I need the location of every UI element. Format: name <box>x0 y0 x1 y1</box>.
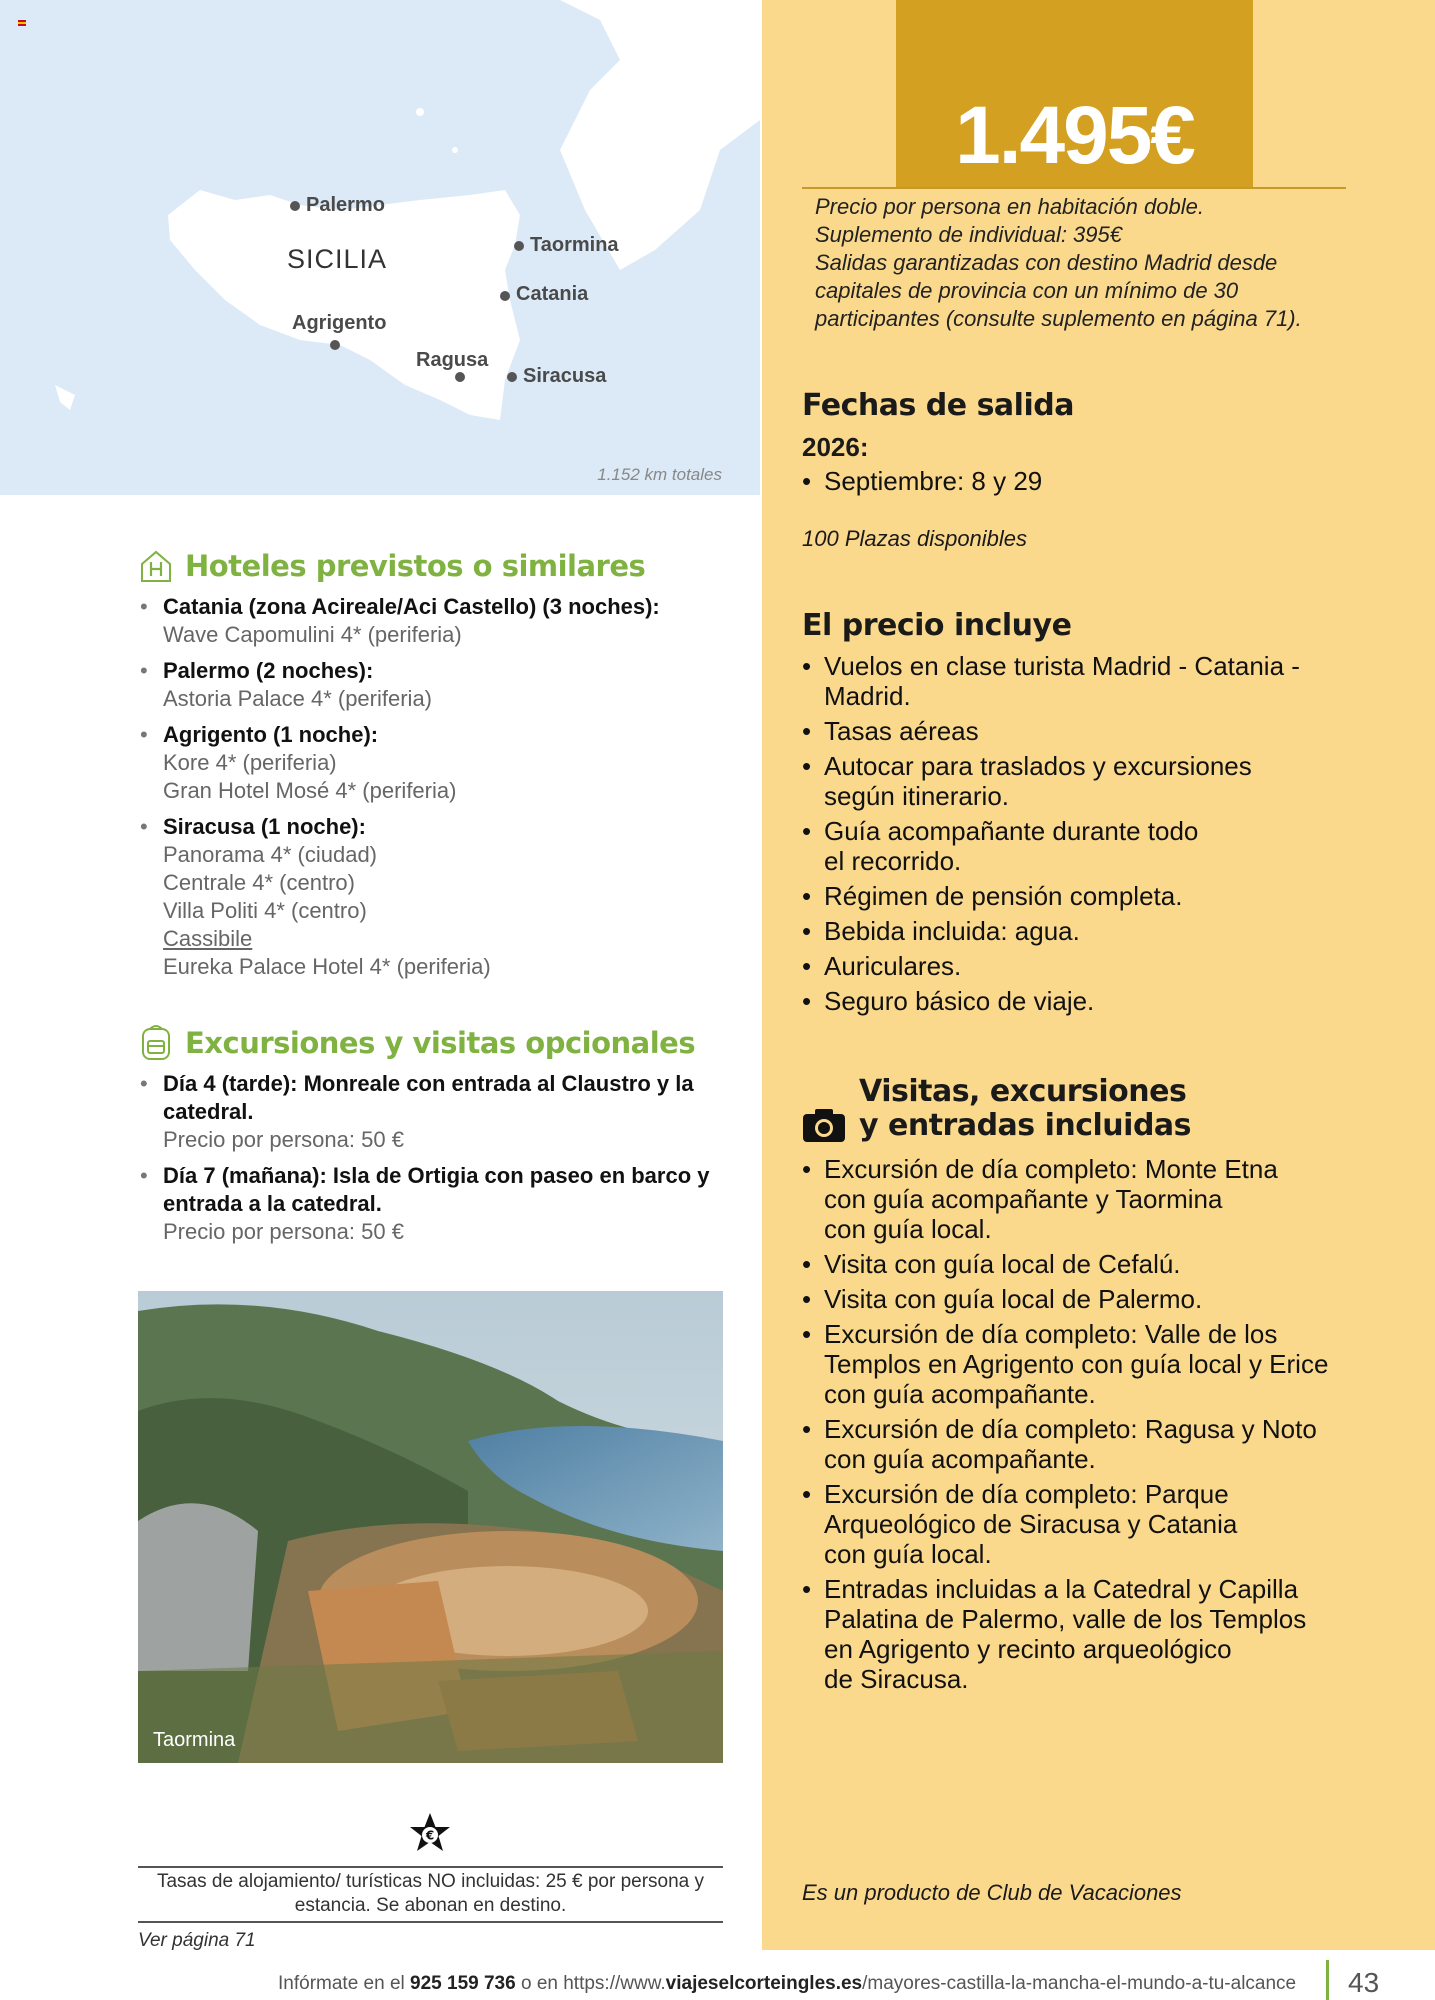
footer-path[interactable]: /mayores-castilla-la-mancha-el-mundo-a-tu-alcance <box>862 1973 1297 1994</box>
list-item: • Excursión de día completo: Ragusa y Noto con guía acompañante. <box>802 1414 1362 1474</box>
hotel-name: Gran Hotel Mosé 4* (periferia) <box>163 778 457 803</box>
city-dot-palermo <box>290 201 300 211</box>
hotel-group-head: • Siracusa (1 noche): <box>163 814 366 839</box>
hotel-group-head: • Catania (zona Acireale/Aci Castello) (3 noches): <box>163 594 660 619</box>
hotel-group-head: • Agrigento (1 noche): <box>163 722 379 747</box>
list-item: • Excursión de día completo: Parque Arqueológico de Siracusa y Catania con guía local. <box>802 1479 1362 1569</box>
footer-prefix: Infórmate en el <box>278 1973 411 1994</box>
excursion-price: Precio por persona: 50 € <box>163 1219 404 1244</box>
list-item: • Excursión de día completo: Valle de los Templos en Agrigento con guía local y Erice con guía acompañante. <box>802 1319 1362 1409</box>
taormina-photo <box>138 1291 723 1763</box>
incluye-list <box>802 651 1362 1021</box>
excursion-item <box>138 1162 723 1246</box>
list-item: • Visita con guía local de Cefalú. <box>802 1249 1362 1279</box>
hoteles-list <box>138 593 723 989</box>
price-note: Precio por persona en habitación doble. <box>815 194 1204 219</box>
hotel-name: Astoria Palace 4* (periferia) <box>163 686 433 711</box>
map-total-distance: 1.152 km totales <box>597 465 722 484</box>
list-item: • Guía acompañante durante todo el recorrido. <box>802 816 1362 876</box>
hotel-group-head: • Palermo (2 noches): <box>163 658 374 683</box>
hotel-name: Eureka Palace Hotel 4* (periferia) <box>163 954 491 979</box>
price-divider <box>802 187 1346 189</box>
price-notes <box>815 193 1355 333</box>
spain-flag-icon <box>18 20 26 26</box>
footer-contact <box>278 1973 1296 1995</box>
footer-domain[interactable]: viajeselcorteingles.es <box>665 1973 863 1994</box>
city-dot-siracusa <box>507 372 517 382</box>
fechas-title: Fechas de salida <box>802 388 1074 423</box>
footer-divider <box>1326 1960 1329 2000</box>
hotel-group <box>138 813 723 981</box>
hotel-group <box>138 657 723 713</box>
hotel-name: Panorama 4* (ciudad) <box>163 842 378 867</box>
price-note: Salidas garantizadas con destino Madrid desde capitales de provincia con un mínimo de 30 participantes (consulte suplemento en página 71). <box>815 250 1302 331</box>
euro-star-icon <box>408 1812 452 1856</box>
hotel-name: Wave Capomulini 4* (periferia) <box>163 622 462 647</box>
city-label-siracusa: Siracusa <box>523 365 607 387</box>
plazas-disponibles: 100 Plazas disponibles <box>802 526 1028 551</box>
excursion-price: Precio por persona: 50 € <box>163 1127 404 1152</box>
backpack-icon <box>140 1023 172 1061</box>
hotel-group <box>138 721 723 805</box>
hotel-name: Cassibile <box>163 926 253 951</box>
city-dot-agrigento <box>330 340 340 350</box>
list-item: • Entradas incluidas a la Catedral y Capilla Palatina de Palermo, valle de los Templos en Agrigento y recinto arqueológico de Siracusa. <box>802 1574 1362 1694</box>
visitas-title-line2: y entradas incluidas <box>859 1108 1192 1143</box>
tax-divider-top <box>138 1866 723 1868</box>
excursiones-title: Excursiones y visitas opcionales <box>185 1026 696 1060</box>
tax-divider-bottom <box>138 1921 723 1923</box>
hoteles-title: Hoteles previstos o similares <box>185 549 646 583</box>
visitas-title-line1: Visitas, excursiones <box>859 1074 1187 1109</box>
product-note: Es un producto de Club de Vacaciones <box>802 1880 1182 1905</box>
city-label-catania: Catania <box>516 283 589 305</box>
city-dot-catania <box>500 291 510 301</box>
list-item: • Excursión de día completo: Monte Etna con guía acompañante y Taormina con guía local. <box>802 1154 1362 1244</box>
visitas-list <box>802 1154 1362 1699</box>
fechas-year: 2026: <box>802 432 869 462</box>
see-page-note: Ver página 71 <box>138 1930 256 1951</box>
list-item: • Autocar para traslados y excursiones según itinerario. <box>802 751 1362 811</box>
city-label-ragusa: Ragusa <box>416 349 489 371</box>
city-dot-taormina <box>514 241 524 251</box>
hotel-name: Kore 4* (periferia) <box>163 750 337 775</box>
excursion-head: • Día 7 (mañana): Isla de Ortigia con paseo en barco y entrada a la catedral. <box>163 1163 710 1216</box>
svg-text:€: € <box>425 1828 435 1843</box>
list-item: • Auriculares. <box>802 951 1362 981</box>
price-note: Suplemento de individual: 395€ <box>815 222 1123 247</box>
excursiones-list <box>138 1070 723 1254</box>
camera-icon <box>802 1107 846 1143</box>
tax-note: Tasas de alojamiento/ turísticas NO incluidas: 25 € por persona y estancia. Se abonan en destino. <box>156 1871 705 1916</box>
hotel-icon <box>138 548 174 584</box>
excursion-item <box>138 1070 723 1154</box>
footer-middle: o en https://www. <box>515 1973 666 1994</box>
hotel-group <box>138 593 723 649</box>
city-label-palermo: Palermo <box>306 194 385 216</box>
city-label-agrigento: Agrigento <box>292 312 387 334</box>
list-item: • Bebida incluida: agua. <box>802 916 1362 946</box>
excursion-head: • Día 4 (tarde): Monreale con entrada al Claustro y la catedral. <box>163 1071 694 1124</box>
region-label: SICILIA <box>287 244 388 274</box>
list-item: • Vuelos en clase turista Madrid - Catania - Madrid. <box>802 651 1362 711</box>
hotel-name: Centrale 4* (centro) <box>163 870 355 895</box>
footer-phone[interactable]: 925 159 736 <box>410 1973 516 1994</box>
list-item: • Seguro básico de viaje. <box>802 986 1362 1016</box>
list-item: • Septiembre: 8 y 29 <box>802 466 1362 496</box>
list-item: • Régimen de pensión completa. <box>802 881 1362 911</box>
city-dot-ragusa <box>455 372 465 382</box>
page-number: 43 <box>1348 1967 1380 1998</box>
incluye-title: El precio incluye <box>802 608 1072 643</box>
list-item: • Tasas aéreas <box>802 716 1362 746</box>
city-label-taormina: Taormina <box>530 234 619 256</box>
price-value: 1.495€ <box>955 90 1194 181</box>
photo-caption: Taormina <box>153 1729 236 1751</box>
route-map <box>0 0 760 495</box>
fechas-list <box>802 466 1362 501</box>
hotel-name: Villa Politi 4* (centro) <box>163 898 367 923</box>
list-item: • Visita con guía local de Palermo. <box>802 1284 1362 1314</box>
